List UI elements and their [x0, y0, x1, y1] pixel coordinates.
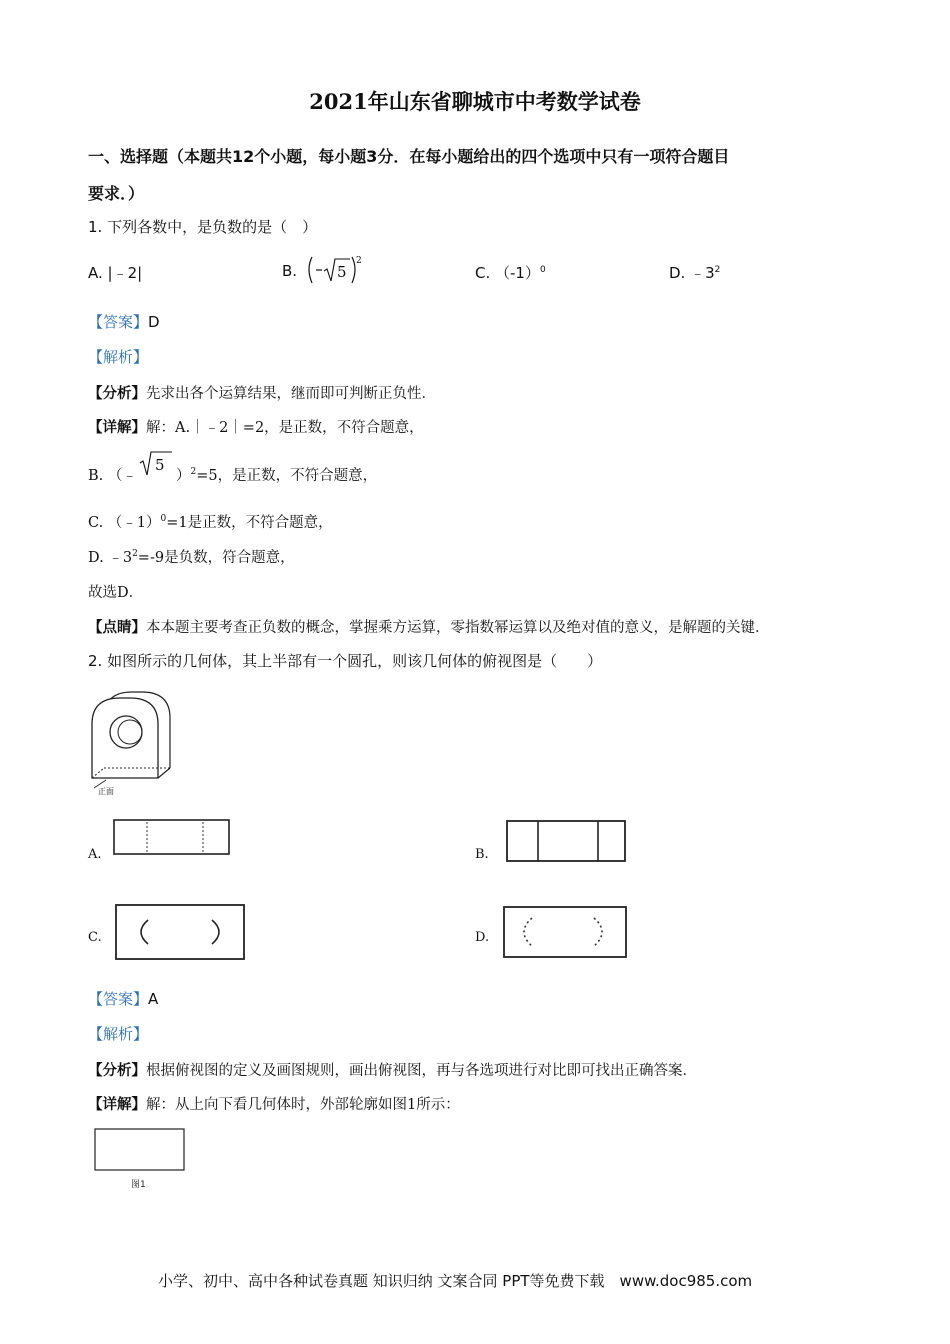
q2-option-b-figure	[503, 818, 631, 864]
q2-answer: 【答案】A	[88, 990, 159, 1008]
page-title: 2021年山东省聊城市中考数学试卷	[309, 89, 641, 114]
q1-option-a: A. |﹣2|	[88, 264, 143, 282]
q2-figure-1	[93, 1127, 189, 1193]
q1-answer: 【答案】D	[88, 313, 160, 331]
svg-text:2: 2	[356, 256, 362, 266]
page-footer: 小学、初中、高中各种试卷真题 知识归纳 文案合同 PPT等免费下载 www.doc985.com	[158, 1272, 753, 1290]
q2-option-c-figure	[112, 902, 250, 962]
question-1-stem: 1. 下列各数中，是负数的是（ ）	[88, 218, 318, 236]
q1-dianjing: 【点睛】本本题主要考查正负数的概念，掌握乘方运算，零指数幂运算以及绝对值的意义，是解题的关键．	[88, 619, 770, 636]
q1-analysis-tag: 【解析】	[88, 348, 149, 366]
q1-option-b-sqrt-value: 5	[337, 263, 347, 281]
q1-line-b: B. （﹣	[88, 468, 137, 484]
section-heading-line1: 一、选择题（本题共12个小题，每小题3分．在每小题给出的四个选项中只有一项符合题目	[88, 147, 730, 166]
q2-fenxi: 【分析】根据俯视图的定义及画图规则，画出俯视图，再与各选项进行对比即可找出正确答案．	[88, 1062, 697, 1079]
q1-line-b-sqrt	[138, 447, 178, 481]
q2-option-a-figure	[110, 818, 234, 858]
q2-option-c-label: C.	[88, 930, 102, 945]
q1-option-d: D. $﹣3^2$	[669, 264, 721, 282]
q1-option-b-formula	[304, 253, 364, 287]
q1-xiangjie: 【详解】解：A.｜﹣2｜=2，是正数，不符合题意，	[88, 419, 424, 436]
q1-line-c: C. （﹣1）$^0$=1是正数，不符合题意，	[88, 514, 333, 531]
q2-option-d-figure	[500, 904, 630, 960]
q2-option-a-label: A.	[88, 847, 102, 862]
q1-choose: 故选D．	[88, 585, 144, 601]
q2-front-label: 正面	[98, 787, 114, 796]
q2-option-d-label: D.	[475, 930, 490, 945]
q1-fenxi: 【分析】先求出各个运算结果，继而即可判断正负性．	[88, 385, 436, 402]
q2-option-b-label: B.	[475, 847, 489, 862]
q2-figure-1-label: 图1	[131, 1180, 146, 1190]
q2-xiangjie: 【详解】解：从上向下看几何体时，外部轮廓如图1所示：	[88, 1096, 460, 1113]
q1-option-c: C. $(-1)^0$	[475, 264, 546, 282]
q1-line-d: D. $﹣3^2=-9$是负数，符合题意，	[88, 549, 295, 566]
q2-analysis-tag: 【解析】	[88, 1025, 149, 1043]
section-heading-line2: 要求．）	[88, 184, 145, 203]
svg-text:5: 5	[155, 456, 165, 474]
q1-option-b: B.	[282, 262, 298, 280]
question-2-stem: 2. 如图所示的几何体，其上半部有一个圆孔，则该几何体的俯视图是（ ）	[88, 652, 603, 670]
q2-solid-figure	[84, 688, 194, 798]
q1-line-b-tail: ）$^2$=5，是正数，不符合题意，	[176, 467, 378, 484]
